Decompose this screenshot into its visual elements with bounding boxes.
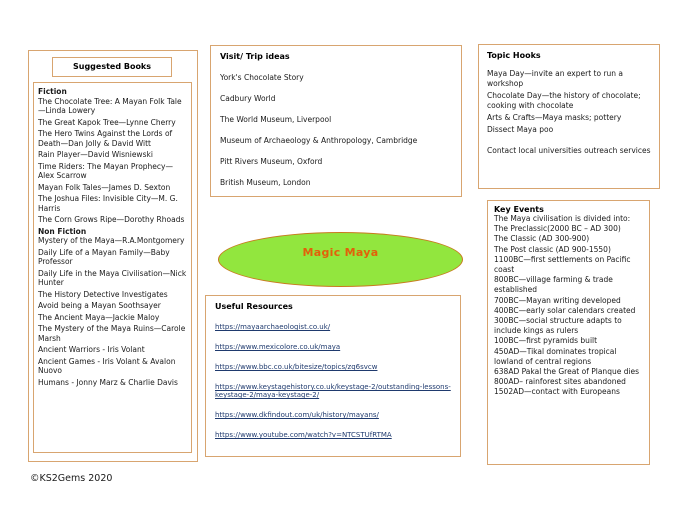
key-event-line: 700BC—Mayan writing developed — [494, 295, 621, 305]
resource-link[interactable]: https://www.keystagehistory.co.uk/keystage-2/outstanding-lessons-keystage-2/maya-keystage-2/ — [215, 383, 451, 399]
key-event-line: 450AD—Tikal dominates tropical lowland of central regions — [494, 346, 617, 366]
book-item: The Mystery of the Maya Ruins—Carole Marsh — [38, 324, 186, 343]
visit-item: British Museum, London — [220, 178, 311, 187]
visit-item: Pitt Rivers Museum, Oxford — [220, 157, 323, 166]
key-event-line: 638AD Pakal the Great of Planque dies — [494, 367, 640, 377]
topic-hooks-title: Topic Hooks — [487, 51, 541, 60]
book-item: Daily Life in the Maya Civilisation—Nick Hunter — [38, 268, 187, 287]
key-event-line: The Maya civilisation is divided into: — [494, 214, 631, 223]
resource-link[interactable]: https://www.mexicolore.co.uk/maya — [215, 343, 341, 351]
key-events-title: Key Events — [494, 205, 544, 214]
book-item: The History Detective Investigates — [38, 289, 168, 299]
copyright-notice: ©KS2Gems 2020 — [30, 473, 113, 484]
topic-hook-item: Arts & Crafts—Maya masks; pottery — [487, 113, 622, 122]
non-fiction-header: Non Fiction — [38, 226, 87, 236]
visit-item: Museum of Archaeology & Anthropology, Cambridge — [220, 136, 418, 145]
key-event-line: The Classic (AD 300-900) — [494, 234, 590, 244]
topic-hooks-section — [478, 44, 660, 189]
topic-hooks-contact-note: Contact local universities outreach services — [487, 146, 651, 155]
suggested-books-section — [28, 50, 198, 462]
book-item: The Hero Twins Against the Lords of Death—Dan Jolly & David Witt — [38, 129, 173, 148]
book-item: Avoid being a Mayan Soothsayer — [38, 301, 161, 310]
book-item: Mystery of the Maya—R.A.Montgomery — [38, 236, 185, 245]
useful-resources-title: Useful Resources — [215, 302, 293, 311]
resource-link[interactable]: https://www.bbc.co.uk/bitesize/topics/zq6svcw — [215, 363, 378, 371]
magic-maya-ellipse — [218, 232, 463, 287]
book-item: Ancient Warriors - Iris Volant — [38, 345, 145, 354]
page-title: Magic Maya — [302, 246, 379, 259]
useful-resources-section — [205, 295, 461, 457]
key-event-line: 1502AD—contact with Europeans — [494, 387, 620, 397]
visit-item: York's Chocolate Story — [220, 73, 304, 82]
fiction-header: Fiction — [38, 87, 67, 96]
book-item: Mayan Folk Tales—James D. Sexton — [38, 182, 171, 192]
book-item: The Joshua Files: Invisible City—M. G. Harris — [38, 194, 178, 213]
key-event-line: 400BC—early solar calendars created — [494, 305, 636, 315]
key-events-section — [487, 200, 650, 465]
topic-hook-item: Chocolate Day—the history of chocolate; cooking with chocolate — [487, 91, 641, 110]
suggested-books-title: Suggested Books — [52, 57, 172, 77]
topic-hook-item: Dissect Maya poo — [487, 125, 554, 134]
book-item: Humans - Jonny Marz & Charlie Davis — [38, 377, 178, 387]
book-item: Ancient Games - Iris Volant & Avalon Nuovo — [38, 356, 176, 375]
key-event-line: 1100BC—first settlements on Pacific coast — [494, 254, 631, 275]
key-event-line: 800BC—village farming & trade established — [494, 275, 613, 295]
key-event-line: 800AD– rainforest sites abandoned — [494, 377, 626, 387]
visit-trip-title: Visit/ Trip ideas — [220, 52, 290, 61]
key-event-line: 300BC—social structure adapts to include kings as rulers — [494, 316, 622, 336]
book-item: Time Riders: The Mayan Prophecy—Alex Scarrow — [38, 161, 173, 180]
resource-link[interactable]: https://mayaarchaeologist.co.uk/ — [215, 323, 331, 331]
book-item: The Chocolate Tree: A Mayan Folk Tale—Linda Lowery — [38, 96, 182, 115]
book-list — [33, 82, 192, 453]
key-event-line: The Preclassic(2000 BC – AD 300) — [494, 224, 621, 234]
visit-trip-ideas-section — [210, 45, 462, 197]
book-item: The Great Kapok Tree—Lynne Cherry — [38, 117, 176, 127]
visit-item: The World Museum, Liverpool — [220, 115, 332, 124]
resource-link[interactable]: https://www.youtube.com/watch?v=NTCSTUfRTMA — [215, 431, 392, 439]
visit-item: Cadbury World — [220, 94, 276, 103]
key-event-line: The Post classic (AD 900-1550) — [494, 244, 611, 254]
topic-hook-item: Maya Day—invite an expert to run a workshop — [487, 69, 624, 88]
book-item: Daily Life of a Mayan Family—Baby Professor — [38, 247, 170, 266]
book-item: Rain Player—David Wisniewski — [38, 150, 153, 159]
key-event-line: 100BC—first pyramids built — [494, 336, 598, 346]
resource-link[interactable]: https://www.dkfindout.com/uk/history/mayans/ — [215, 411, 379, 419]
book-item: The Ancient Maya—Jackie Maloy — [38, 312, 160, 322]
book-item: The Corn Grows Ripe—Dorothy Rhoads — [38, 215, 185, 224]
